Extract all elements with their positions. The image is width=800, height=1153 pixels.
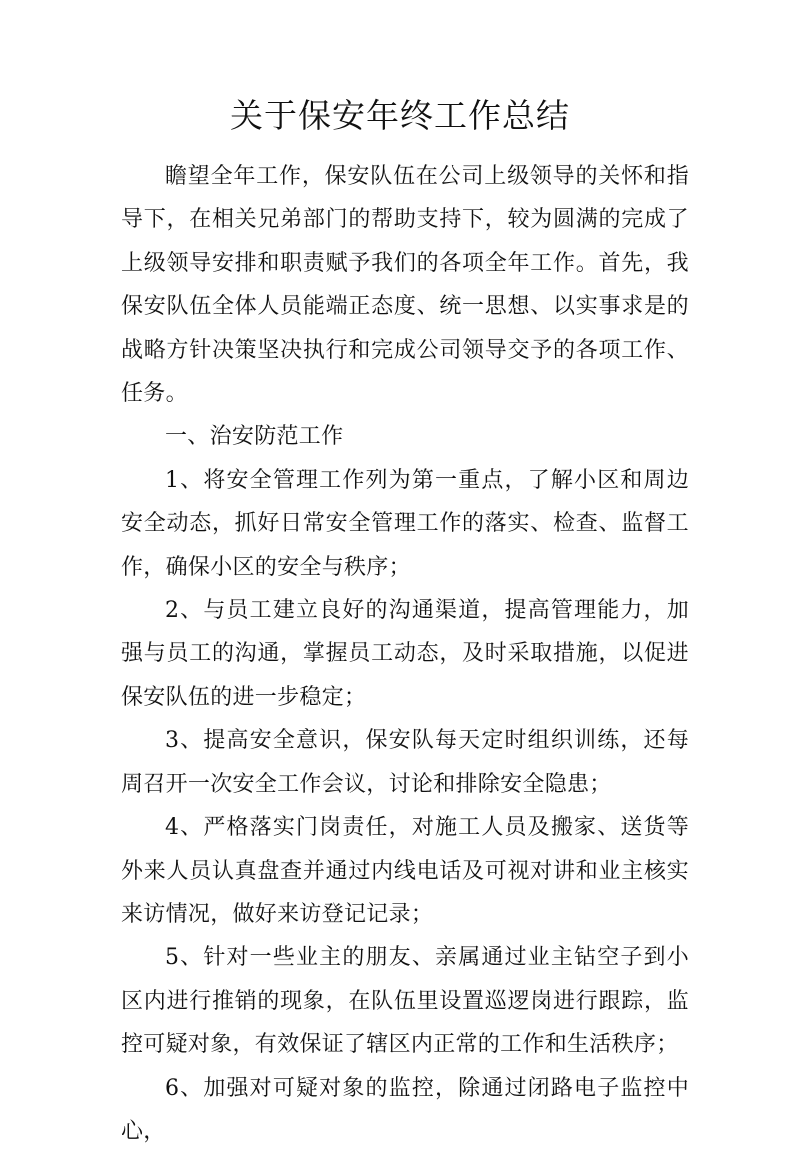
- paragraph-intro: 瞻望全年工作，保安队伍在公司上级领导的关怀和指导下，在相关兄弟部门的帮助支持下，较为圆满的完成了上级领导安排和职责赋予我们的各项全年工作。首先，我保安队伍全体人员能端正态度、统一思想、以实事求是的战略方针决策坚决执行和完成公司领导交予的各项工作、任务。: [121, 164, 689, 407]
- paragraph-item-4: 4、严格落实门岗责任，对施工人员及搬家、送货等外来人员认真盘查并通过内线电话及可视对讲和业主核实来访情况，做好来访登记记录；: [121, 815, 689, 927]
- paragraph-item-3: 3、提高安全意识，保安队每天定时组织训练，还每周召开一次安全工作会议，讨论和排除安全隐患；: [121, 728, 689, 797]
- paragraph-item-5: 5、针对一些业主的朋友、亲属通过业主钻空子到小区内进行推销的现象，在队伍里设置巡逻岗进行跟踪，监控可疑对象，有效保证了辖区内正常的工作和生活秩序；: [121, 945, 689, 1058]
- paragraph-item-6: 6、加强对可疑对象的监控，除通过闭路电子监控中心，: [121, 1075, 689, 1144]
- document-title: 关于保安年终工作总结: [230, 96, 570, 135]
- paragraph-item-1: 1、将安全管理工作列为第一重点，了解小区和周边安全动态，抓好日常安全管理工作的落实、检查、监督工作，确保小区的安全与秩序；: [121, 467, 689, 580]
- paragraph-item-2: 2、与员工建立良好的沟通渠道，提高管理能力，加强与员工的沟通，掌握员工动态，及时采取措施，以促进保安队伍的进一步稳定；: [121, 598, 689, 710]
- section-heading-security: 一、治安防范工作: [165, 424, 344, 450]
- document-body: [121, 155, 689, 1153]
